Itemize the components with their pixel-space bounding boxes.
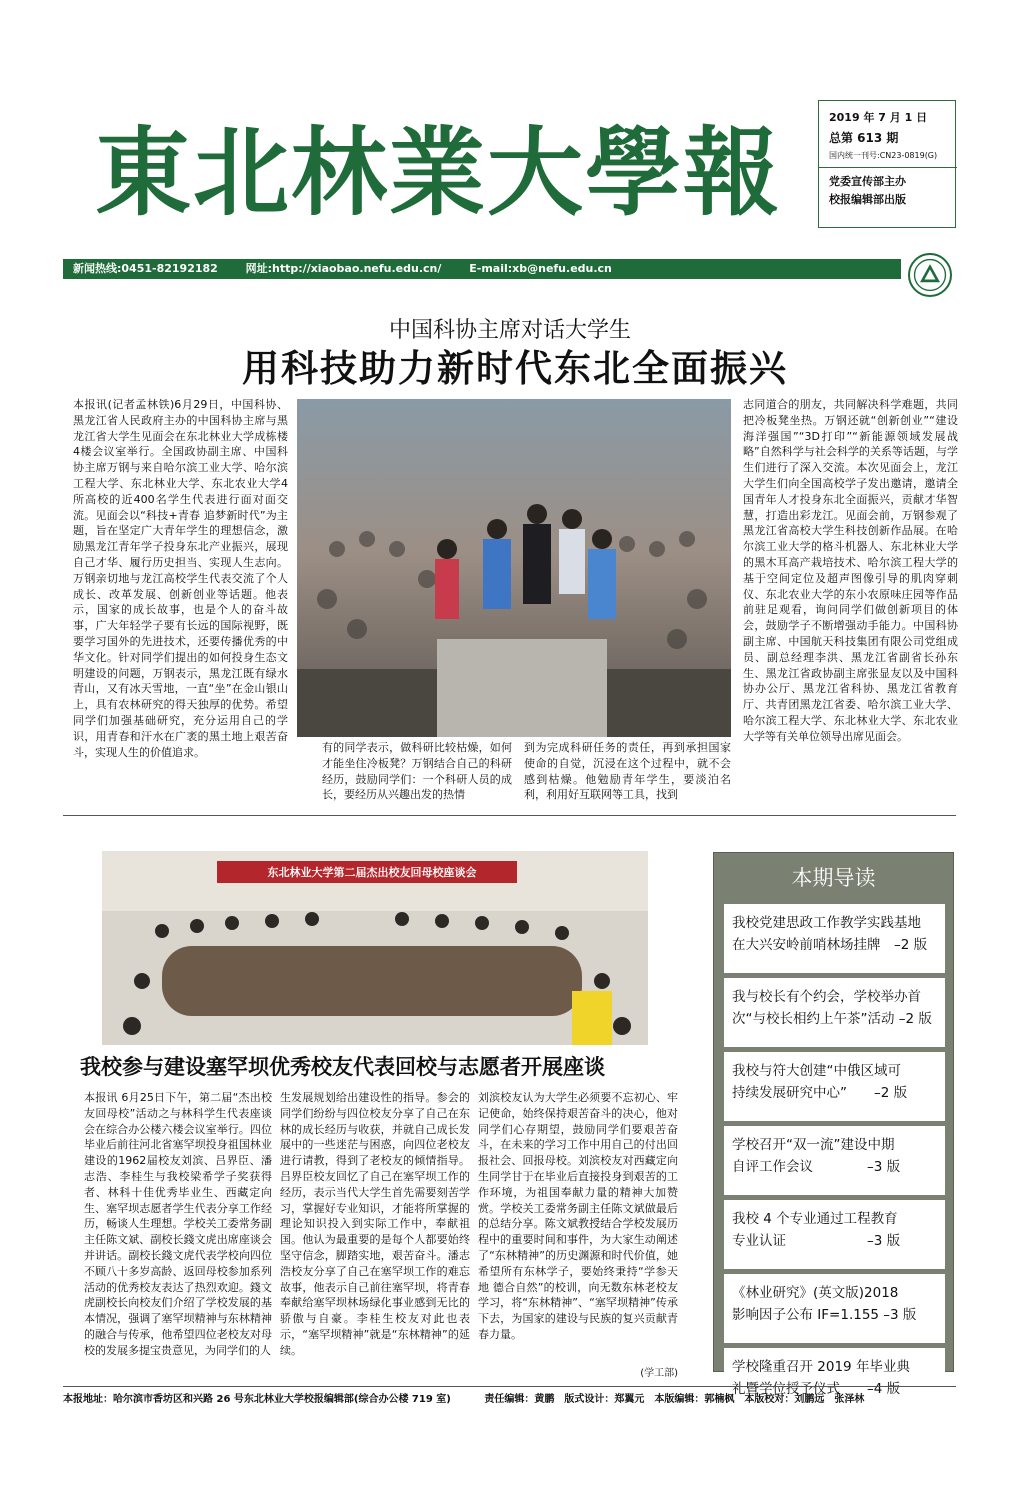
photo-banner-text: 东北林业大学第二届杰出校友回母校座谈会: [267, 866, 477, 879]
footer: [63, 1390, 956, 1405]
footer-divider: [63, 1386, 956, 1387]
issue-guide-panel: [713, 852, 954, 1397]
masthead-title: 東北林業大學報: [95, 116, 781, 229]
issue-number: 总第 613 期: [829, 131, 899, 145]
footer-address: 本报地址：哈尔滨市香坊区和兴路 26 号东北林业大学校报编辑部(综合办公楼 719 室): [63, 1394, 451, 1405]
lead-kicker: 中国科协主席对话大学生: [388, 318, 631, 343]
issue-date: 2019 年 7 月 1 日: [829, 111, 928, 124]
story2-headline: 我校参与建设塞罕坝优秀校友代表回校与志愿者开展座谈: [80, 1055, 605, 1079]
university-logo-icon: [908, 253, 952, 297]
contact-bar: [63, 259, 901, 279]
guide-item[interactable]: 我校党建思政工作教学实践基地 在大兴安岭前哨林场挂牌 –2 版: [724, 904, 945, 973]
story2-column-3: 刘滨校友认为大学生必须要不忘初心、牢记使命，始终保持艰苦奋斗的决心，他对同学们心存期望，鼓励同学们要艰苦奋斗，在未来的学习工作中用自己的付出回报社会、回报母校。刘滨校友对西藏定向生同学甘于在毕业后直接投身到艰苦的工作环境，为祖国奉献力量的精神大加赞赏。学校关工委常务副主任陈文斌做最后的总结分享。陈文斌教授结合学校发展历程中的重要时间和事件，为大家生动阐述了“东林精神”的历史渊源和时代价值，她希望所有东林学子，要始终秉持“学参天地 德合自然”的校训，向无数东林老校友学习，将“东林精神”、“塞罕坝精神”传承下去，为国家的建设与民族的复兴贡献青春力量。: [478, 1091, 678, 1341]
lead-column-3: 到为完成科研任务的责任，再到承担国家使命的自觉，沉浸在这个过程中，就不会感到枯燥。他勉励青年学生，要淡泊名利，利用好互联网等工具，找到: [524, 741, 731, 802]
story2-column-2: 生发展规划给出建设性的指导。参会的同学们纷纷与四位校友分享了自己在东林的成长经历与收获，并就自己成长发展中的一些迷茫与困惑，向四位老校友进行请教，得到了老校友的倾情指导。吕界臣校友回忆了自己在塞罕坝工作的经历，表示当代大学生首先需要刻苦学习，掌握好专业知识，才能将所掌握的理论知识投入到实际工作中，奉献祖国。他认为最重要的是每个人都要始终坚守信念，脚踏实地，艰苦奋斗。潘志浩校友分享了自己在塞罕坝工作的难忘故事，他表示自己前往塞罕坝，将青春奉献给塞罕坝林场绿化事业感到无比的骄傲与自豪。李桂生校友对此也表示，“塞罕坝精神”就是“东林精神”的延续。: [280, 1091, 470, 1357]
lead-photo: [297, 399, 731, 737]
hotline: 新闻热线:0451-82192182: [73, 262, 218, 275]
footer-credits: 责任编辑：黄鹏 版式设计：郑翼元 本版编辑：郭楠枫 本版校对：刘鹏远 张泽林: [484, 1394, 865, 1405]
guide-heading: 本期导读: [791, 866, 876, 890]
publisher-line-2: 校报编辑部出版: [829, 193, 906, 206]
lead-column-4: 志同道合的朋友，共同解决科学难题，共同把冷板凳坐热。万钢还就“创新创业”“建设海洋强国”“3D打印”“新能源领域发展战略”自然科学与社会科学的关系等话题，与学生们进行了深入交流。本次见面会上，龙江大学生们向全国高校学子发出邀请，邀请全国青年人才投身东北全面振兴，贡献才华智慧，打造出彩龙江。见面会前，万钢参观了黑龙江省高校大学生科技创新作品展。在哈尔滨工业大学的格斗机器人、东北林业大学的黑木耳高产栽培技术、哈尔滨工程大学的基于空间定位及超声图像引导的肌肉穿刺仪、东北农业大学的东小农原味庄园等作品前驻足观看，询问同学们做创新项目的体会，鼓励学子不断增强动手能力。中国科协副主席、中国航天科技集团有限公司党组成员、副总经理李洪、黑龙江省副省长孙东生、黑龙江省政协副主席张显友以及中国科协办公厅、黑龙江省科协、黑龙江省教育厅、共青团黑龙江省委、哈尔滨工业大学、哈尔滨工程大学、东北林业大学、东北农业大学等有关单位领导出席见面会。: [743, 398, 958, 743]
issue-cn: 国内统一刊号:CN23-0819(G): [829, 151, 938, 160]
lead-column-1: 本报讯(记者孟林铁)6月29日，中国科协、黑龙江省人民政府主办的中国科协主席与黑龙江省大学生见面会在东北林业大学成栋楼4楼会议室举行。全国政协副主席、中国科协主席万钢与来自哈尔滨工业大学、哈尔滨工程大学、东北林业大学、东北农业大学4所高校的近400名学生代表进行面对面交流。见面会以“科技+青春 追梦新时代”为主题，旨在坚定广大青年学生的理想信念，激励黑龙江青年学子投身东北产业振兴，展现自己才华、履行历史担当、实现人生志向。万钢亲切地与龙江高校学生代表交流了个人成长、改革发展、创新创业等话题。他表示，国家的成长故事，也是个人的奋斗故事，广大年轻学子要有长远的国际视野，既要学习国外的先进技术，还要传播优秀的中华文化。针对同学们提出的如何投身生态文明建设的问题，万钢表示，黑龙江既有绿水青山，又有冰天雪地，一直“坐”在金山银山上，具有农林研究的得天独厚的优势。希望同学们加强基础研究，充分运用自己的学识，用青春和汗水在广袤的黑土地上艰苦奋斗，实现人生的价值追求。: [73, 398, 288, 759]
section-divider: [63, 815, 956, 816]
issue-info-box: [818, 100, 956, 228]
guide-item[interactable]: 我校 4 个专业通过工程教育 专业认证 –3 版: [724, 1200, 945, 1269]
email-link[interactable]: E-mail:xb@nefu.edu.cn: [469, 262, 612, 275]
website-link[interactable]: 网址:http://xiaobao.nefu.edu.cn/: [245, 262, 442, 275]
story2-signature: (学工部): [640, 1368, 678, 1379]
guide-item[interactable]: 学校隆重召开 2019 年毕业典 礼暨学位授予仪式 –4 版: [724, 1348, 945, 1417]
guide-item[interactable]: 我与校长有个约会，学校举办首 次“与校长相约上午茶”活动 –2 版: [724, 978, 945, 1047]
story2-column-1: 本报讯 6月25日下午，第二届“杰出校友回母校”活动之与林科学生代表座谈会在综合办公楼六楼会议室举行。四位毕业后前往河北省塞罕坝投身祖国林业建设的1962届校友刘滨、吕界臣、潘志浩、李桂生与我校梁希学子奖获得者、林科十佳优秀毕业生、西藏定向生、塞罕坝志愿者学生代表分享工作经历，畅谈人生理想。学校关工委常务副主任陈文斌、副校长錢文虎出席座谈会并讲话。副校长錢文虎代表学校向四位不顾八十多岁高龄、返回母校参加系列活动的优秀校友表达了热烈欢迎。錢文虎副校长向校友们介绍了学校发展的基本情况，强调了塞罕坝精神与东林精神的融合与传承，他希望四位老校友对母校的发展多提宝贵意见，为同学们的人: [84, 1091, 272, 1357]
lead-column-2: 有的同学表示，做科研比较枯燥，如何才能坐住冷板凳？万钢结合自己的科研经历，鼓励同学们：一个科研人员的成长，要经历从兴趣出发的热情: [322, 741, 512, 802]
guide-item[interactable]: 《林业研究》(英文版)2018 影响因子公布 IF=1.155 –3 版: [724, 1274, 945, 1343]
guide-item[interactable]: 学校召开“双一流”建设中期 自评工作会议 –3 版: [724, 1126, 945, 1195]
guide-item[interactable]: 我校与符大创建“中俄区域可 持续发展研究中心” –2 版: [724, 1052, 945, 1121]
publisher-line-1: 党委宣传部主办: [829, 175, 906, 188]
lead-headline: 用科技助力新时代东北全面振兴: [242, 347, 788, 390]
forum-photo: [102, 851, 648, 1045]
